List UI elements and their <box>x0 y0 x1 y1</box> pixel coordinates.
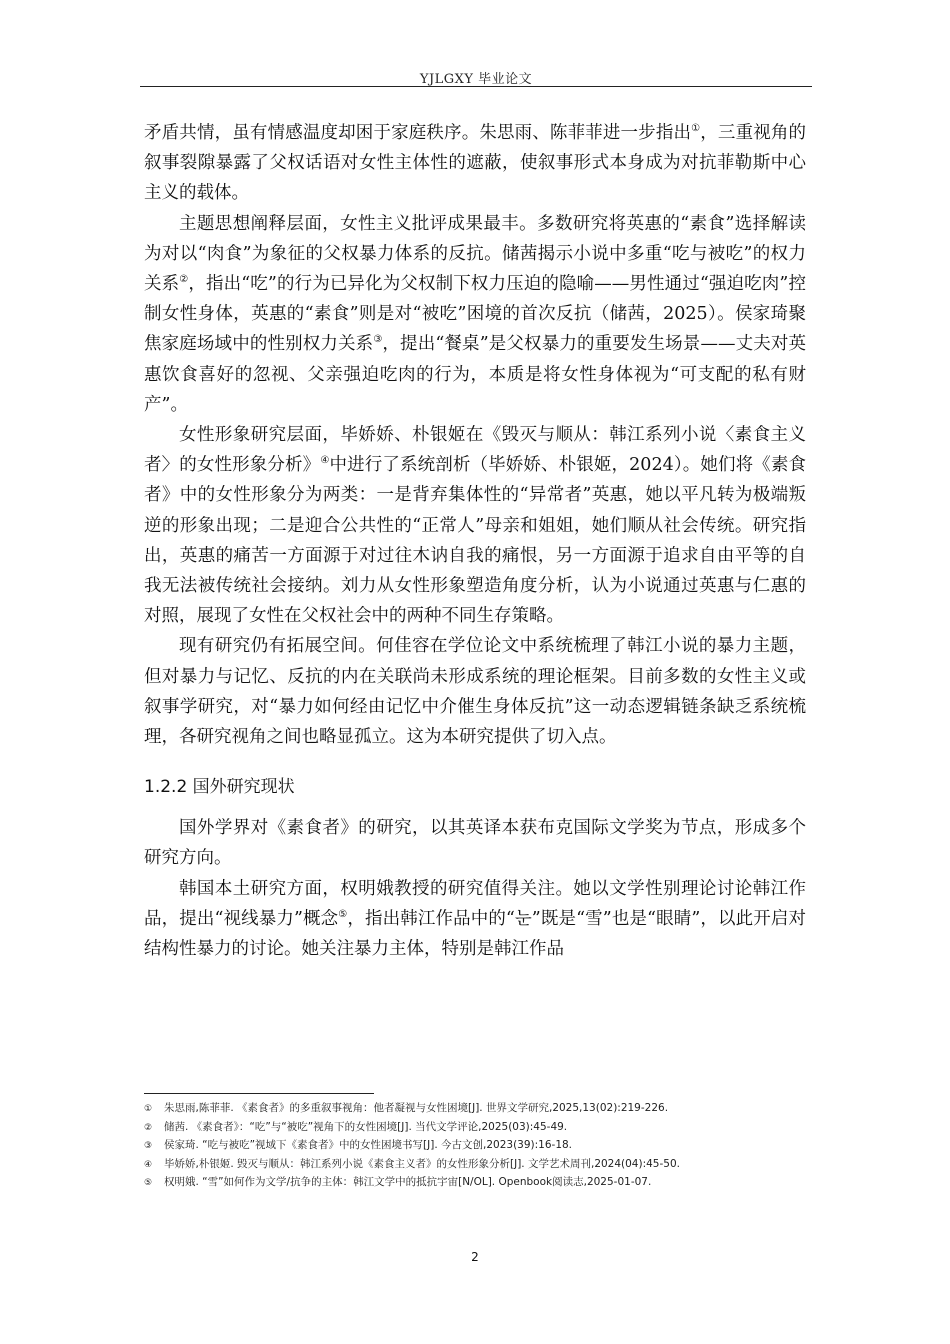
paragraph-5: 国外学界对《素食者》的研究，以其英译本获布克国际文学奖为节点，形成多个研究方向。 <box>144 818 806 869</box>
footnote-separator <box>144 1093 374 1094</box>
page-number: 2 <box>471 1250 479 1264</box>
paragraph-6: 韩国本土研究方面，权明娥教授的研究值得关注。她以文学性别理论讨论韩江作品，提出“视线暴力”概念⑤，指出韩江作品中的“눈”既是“雪”也是“眼睛”，以此开启对结构性暴力的讨论。她关注暴力主体，特别是韩江作品 <box>144 878 806 960</box>
body-text <box>144 118 806 964</box>
paragraph-2: 主题思想阐释层面，女性主义批评成果最丰。多数研究将英惠的“素食”选择解读为对以“肉食”为象征的父权暴力体系的反抗。储茜揭示小说中多重“吃与被吃”的权力关系②，指出“吃”的行为已异化为父权制下权力压迫的隐喻——男性通过“强迫吃肉”控制女性身体，英惠的“素食”则是对“被吃”困境的首次反抗（储茜，2025）。侯家琦聚焦家庭场域中的性别权力关系③，提出“餐桌”是父权暴力的重要发生场景——丈夫对英惠饮食喜好的忽视、父亲强迫吃肉的行为，本质是将女性身体视为“可支配的私有财产”。 <box>144 213 806 415</box>
footnote-mark: ② <box>144 1122 153 1133</box>
footnote-item <box>144 1157 806 1173</box>
section-title: 国外研究现状 <box>192 777 295 798</box>
footnote-item <box>144 1101 806 1117</box>
footnote-text: 权明娥. “雪”如何作为文学/抗争的主体：韩江文学中的抵抗宇宙[N/OL]. Openbook阅读志,2025-01-07. <box>164 1176 652 1189</box>
footnote-text: 侯家琦. “吃与被吃”视域下《素食者》中的女性困境书写[J]. 今古文创,2023(39):16-18. <box>164 1139 573 1152</box>
footnote-text: 朱思雨,陈菲菲. 《素食者》的多重叙事视角：他者凝视与女性困境[J]. 世界文学研究,2025,13(02):219-226. <box>164 1102 669 1114</box>
footnote-text: 储茜. 《素食者》：“吃”与“被吃”视角下的女性困境[J]. 当代文学评论,2025(03):45-49. <box>164 1120 568 1133</box>
footnotes <box>144 1101 806 1194</box>
footnote-item <box>144 1138 806 1154</box>
section-number: 1.2.2 <box>144 777 188 798</box>
footnote-ref-4[interactable]: ④ <box>320 455 330 467</box>
footnote-ref-2[interactable]: ② <box>179 274 189 286</box>
footnote-mark: ⑤ <box>144 1178 153 1189</box>
footnote-ref-5[interactable]: ⑤ <box>338 908 348 920</box>
footnote-ref-3[interactable]: ③ <box>373 334 383 346</box>
footnote-item <box>144 1175 806 1191</box>
paragraph-1: 矛盾共情，虽有情感温度却困于家庭秩序。朱思雨、陈菲菲进一步指出①，三重视角的叙事裂隙暴露了父权话语对女性主体性的遮蔽，使叙事形式本身成为对抗菲勒斯中心主义的载体。 <box>144 123 807 204</box>
footnote-mark: ④ <box>144 1159 153 1170</box>
footnote-ref-1[interactable]: ① <box>691 123 701 134</box>
footnote-text: 毕娇娇,朴银姬. 毁灭与顺从：韩江系列小说《素食主义者》的女性形象分析[J]. 文学艺术周刊,2024(04):45-50. <box>164 1157 680 1170</box>
paragraph-3: 女性形象研究层面，毕娇娇、朴银姬在《毁灭与顺从：韩江系列小说〈素食主义者〉的女性形象分析》④中进行了系统剖析（毕娇娇、朴银姬，2024）。她们将《素食者》中的女性形象分为两类：一是背弃集体性的“异常者”英惠，她以平凡转为极端叛逆的形象出现；二是迎合公共性的“正常人”母亲和姐姐，她们顺从社会传统。研究指出，英惠的痛苦一方面源于对过往木讷自我的痛恨，另一方面源于追求自由平等的自我无法被传统社会接纳。刘力从女性形象塑造角度分析，认为小说通过英惠与仁惠的对照，展现了女性在父权社会中的两种不同生存策略。 <box>144 425 807 627</box>
footnote-mark: ① <box>144 1104 153 1114</box>
section-heading <box>144 772 806 797</box>
running-header: YJLGXY 毕业论文 <box>419 72 533 87</box>
paragraph-4: 现有研究仍有拓展空间。何佳容在学位论文中系统梳理了韩江小说的暴力主题，但对暴力与记忆、反抗的内在关联尚未形成系统的理论框架。目前多数的女性主义或叙事学研究，对“暴力如何经由记忆中介催生身体反抗”这一动态逻辑链条缺乏系统梳理，各研究视角之间也略显孤立。这为本研究提供了切入点。 <box>144 636 806 748</box>
header-rule <box>140 86 812 87</box>
footnote-item <box>144 1120 806 1136</box>
footnote-mark: ③ <box>144 1141 153 1152</box>
